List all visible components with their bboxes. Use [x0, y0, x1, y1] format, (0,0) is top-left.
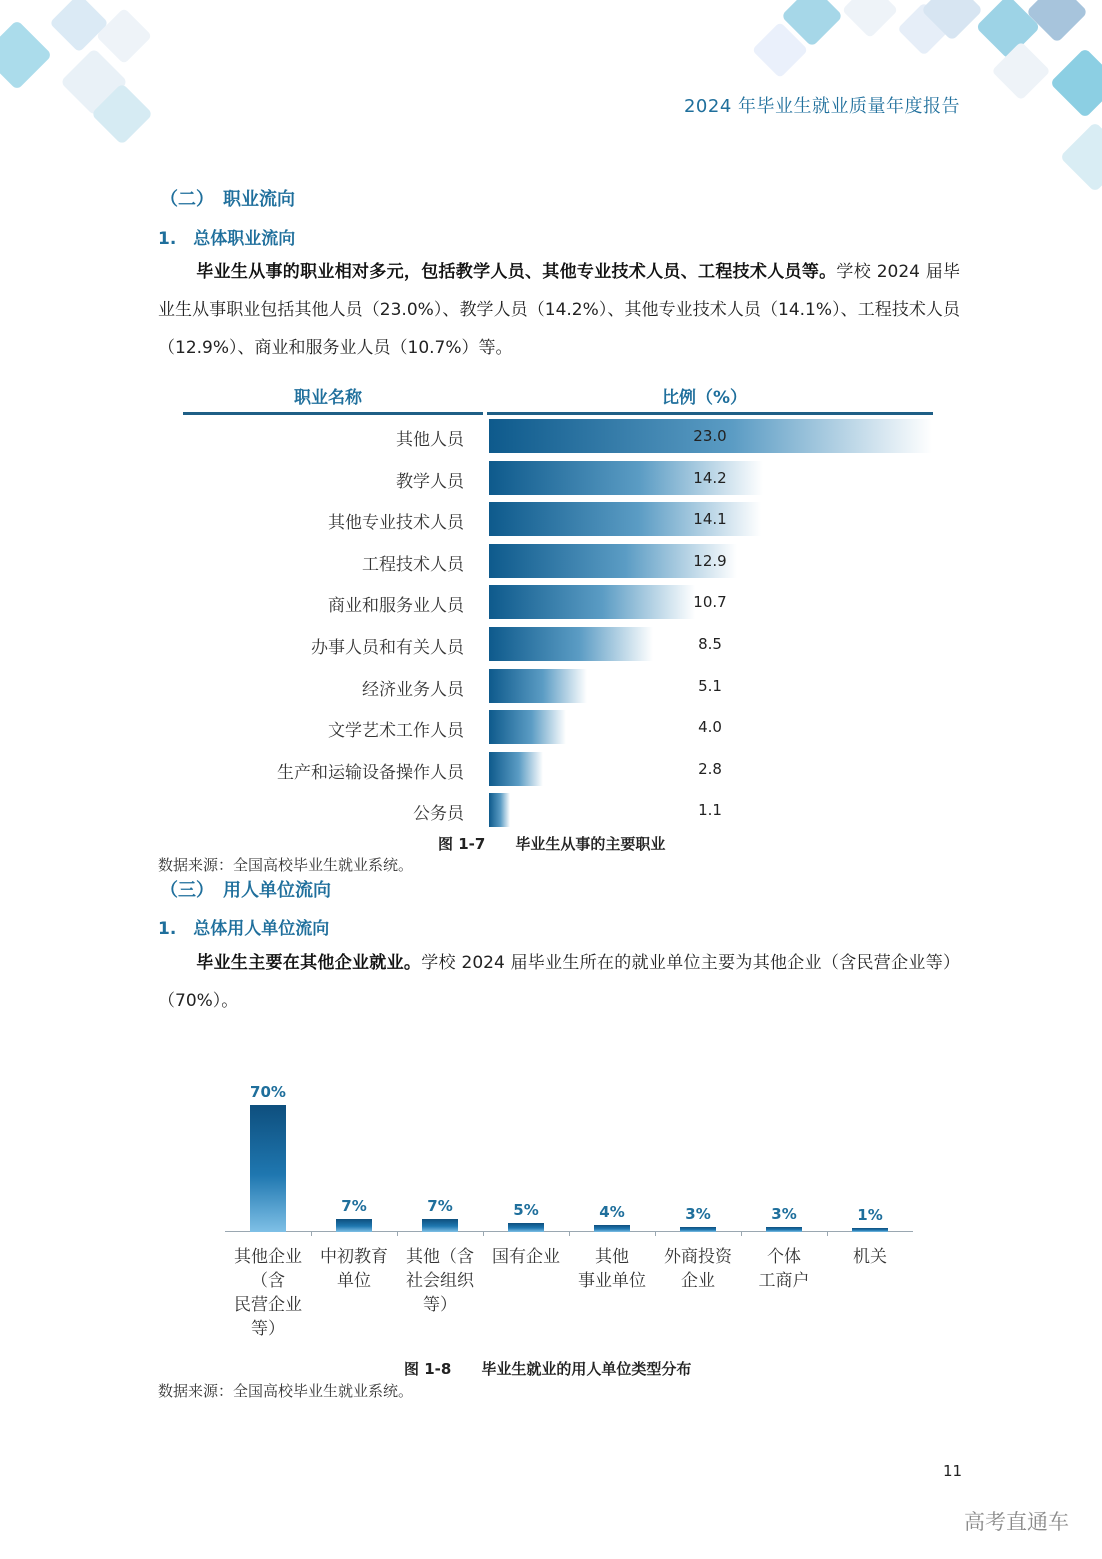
occupation-value-label: 14.2 — [693, 468, 727, 487]
occupation-bar — [489, 793, 510, 827]
occupation-bar — [489, 585, 695, 619]
page-number: 11 — [943, 1462, 963, 1480]
watermark: 高考直通车 — [964, 1510, 1069, 1534]
occupation-value-label: 2.8 — [698, 759, 722, 778]
employer-paragraph-lead: 毕业生主要在其他企业就业。 — [196, 953, 422, 973]
occupation-col-value-header: 比例（%） — [662, 388, 748, 408]
occupation-category-label: 商业和服务业人员 — [328, 596, 464, 617]
employer-type-category-label: 外商投资 企业 — [664, 1247, 732, 1291]
occupation-value-label: 12.9 — [693, 551, 727, 570]
employer-chart-tick — [741, 1231, 742, 1236]
employer-type-bar — [766, 1227, 802, 1232]
employer-paragraph-body: 学校 2024 届毕业生所在的就业单位主要为其他企业（含民营企业等）（70%）。 — [158, 953, 961, 1011]
subheading-employer: 1. 总体用人单位流向 — [158, 919, 330, 939]
occupation-category-label: 其他人员 — [396, 430, 464, 450]
employer-chart-tick — [397, 1231, 398, 1236]
occupation-col-name-header: 职业名称 — [294, 388, 362, 408]
employer-chart-tick — [569, 1231, 570, 1236]
figure-1-8-caption: 图 1-8 毕业生就业的用人单位类型分布 — [404, 1360, 692, 1378]
occupation-category-label: 办事人员和有关人员 — [311, 638, 464, 658]
employer-type-value-label: 70% — [250, 1083, 286, 1101]
source-note-1: 数据来源：全国高校毕业生就业系统。 — [158, 856, 414, 874]
employer-chart-tick — [311, 1231, 312, 1236]
source-note-2: 数据来源：全国高校毕业生就业系统。 — [158, 1382, 414, 1400]
occupation-category-label: 文学艺术工作人员 — [328, 721, 464, 742]
figure-1-7-caption: 图 1-7 毕业生从事的主要职业 — [438, 835, 666, 853]
employer-type-bar — [680, 1227, 716, 1232]
employer-type-bar — [594, 1225, 630, 1232]
occupation-paragraph-body: 学校 2024 届毕业生从事职业包括其他人员（23.0%）、教学人员（14.2%）、其他专业技术人员（14.1%）、工程技术人员（12.9%）、商业和服务业人员（10.7%）等。 — [158, 262, 960, 358]
occupation-bar — [489, 710, 566, 744]
employer-type-category-label: 中初教育 单位 — [320, 1247, 388, 1291]
occupation-category-label: 经济业务人员 — [362, 679, 464, 700]
section-heading-occupation: （二） 职业流向 — [160, 189, 295, 210]
employer-type-category-label: 机关 — [853, 1247, 887, 1267]
employer-type-value-label: 1% — [857, 1206, 883, 1224]
occupation-bar — [489, 752, 543, 786]
employer-chart-tick — [483, 1231, 484, 1236]
occupation-paragraph-lead: 毕业生从事的职业相对多元，包括教学人员、其他专业技术人员、工程技术人员等。 — [196, 262, 837, 282]
employer-type-value-label: 3% — [685, 1205, 711, 1223]
employer-type-category-label: 个体 工商户 — [758, 1247, 810, 1291]
occupation-value-label: 4.0 — [698, 718, 722, 737]
occupation-category-label: 工程技术人员 — [362, 554, 464, 575]
employer-paragraph — [158, 944, 960, 1020]
employer-type-value-label: 4% — [599, 1203, 625, 1221]
header-rule-left — [183, 412, 483, 415]
occupation-value-label: 10.7 — [693, 593, 727, 612]
subheading-occupation: 1. 总体职业流向 — [158, 229, 296, 249]
occupation-value-label: 8.5 — [698, 635, 722, 653]
occupation-bar — [489, 627, 653, 661]
occupation-value-label: 14.1 — [693, 510, 727, 529]
employer-type-value-label: 7% — [427, 1197, 453, 1215]
section-heading-employer: （三） 用人单位流向 — [160, 880, 331, 901]
occupation-bar — [489, 669, 587, 703]
employer-type-value-label: 7% — [341, 1197, 367, 1215]
employer-type-value-label: 3% — [771, 1205, 797, 1223]
occupation-category-label: 公务员 — [413, 804, 464, 825]
employer-type-bar — [852, 1228, 888, 1232]
occupation-category-label: 教学人员 — [396, 471, 464, 492]
employer-type-bar — [422, 1219, 458, 1232]
occupation-category-label: 生产和运输设备操作人员 — [277, 762, 464, 783]
occupation-paragraph — [158, 253, 960, 367]
employer-type-category-label: 其他企业 （含 民营企业 等） — [234, 1247, 302, 1339]
occupation-category-label: 其他专业技术人员 — [328, 513, 464, 534]
employer-type-bar — [508, 1223, 544, 1232]
employer-type-bar — [336, 1219, 372, 1232]
employer-chart-tick — [655, 1231, 656, 1236]
employer-type-value-label: 5% — [513, 1201, 539, 1219]
header-rule-right — [487, 412, 933, 415]
employer-type-category-label: 其他 事业单位 — [578, 1247, 646, 1291]
employer-type-category-label: 国有企业 — [492, 1247, 560, 1267]
occupation-value-label: 5.1 — [698, 676, 722, 695]
employer-type-bar — [250, 1105, 286, 1232]
report-header-title: 2024 年毕业生就业质量年度报告 — [683, 96, 960, 117]
employer-type-category-label: 其他（含 社会组织 等） — [406, 1247, 474, 1315]
occupation-value-label: 1.1 — [698, 801, 722, 820]
occupation-value-label: 23.0 — [693, 427, 727, 445]
employer-chart-tick — [827, 1231, 828, 1236]
